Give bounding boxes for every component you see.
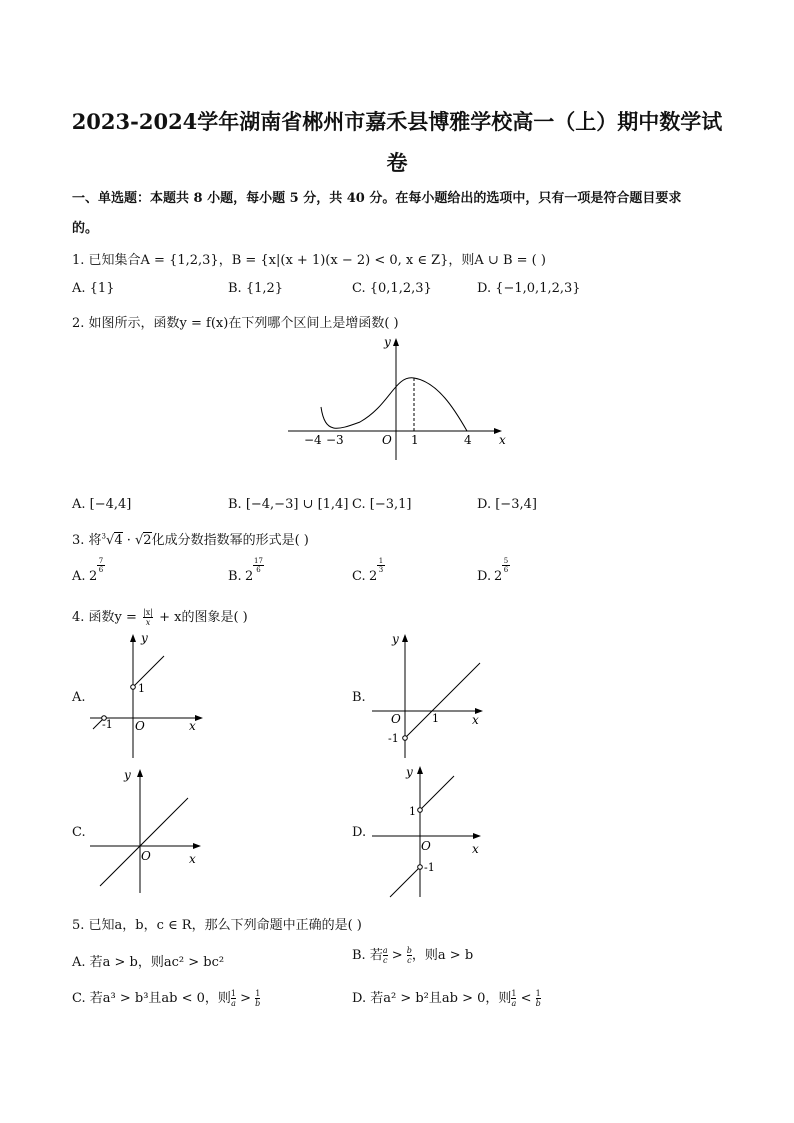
q1-option-b: B. {1,2}	[228, 281, 284, 296]
q4a-open-point	[131, 685, 136, 690]
q3-root-index: 3	[101, 532, 107, 541]
q4d-open-point	[418, 865, 423, 870]
section-heading-cont: 的。	[72, 221, 99, 236]
q4c-x-label: x	[189, 852, 196, 866]
q4d-open-point	[418, 808, 423, 813]
q3-radical: √	[106, 533, 115, 548]
q4d-mark: -1	[424, 861, 435, 874]
q4d-mark: 1	[409, 805, 416, 818]
q4a-mark: -1	[102, 718, 113, 731]
q2-y-arrow	[393, 338, 399, 346]
q3-sqrt: √	[135, 533, 144, 548]
q4a-x-arrow	[195, 715, 203, 721]
q5-option-a: A. 若a > b，则ac² > bc²	[72, 955, 225, 970]
q2-option-c: C. [−3,1]	[352, 497, 412, 512]
q2-option-d: D. [−3,4]	[477, 497, 537, 512]
q4-prefix: 4. 函数y =	[72, 610, 137, 625]
q2-origin-label: O	[382, 433, 392, 447]
q2-curve	[321, 378, 467, 431]
q1-option-d: D. {−1,0,1,2,3}	[477, 281, 581, 296]
q4-graph-c-label: C.	[72, 825, 86, 840]
question-4-text	[72, 606, 248, 627]
q3-sqrt-arg: 2	[143, 533, 152, 548]
q4b-line	[405, 663, 480, 738]
q4-graph-a-label: A.	[72, 690, 86, 705]
q5-option-d: D. 若a² > b²且ab > 0，则 $\frac{1}{a}$ < $\frac{1}{b}$	[352, 989, 541, 1008]
q4c-line	[100, 798, 188, 886]
q2-x-label: x	[499, 433, 506, 447]
question-3-text	[72, 529, 309, 548]
q4a-mark: 1	[138, 682, 145, 695]
q2-option-b: B. [−4,−3] ∪ [1,4]	[228, 497, 349, 512]
q4d-origin-label: O	[421, 839, 431, 853]
q4-graph-b-label: B.	[352, 690, 366, 705]
q4c-x-arrow	[193, 843, 201, 849]
question-2-text: 2. 如图所示，函数y = f(x)在下列哪个区间上是增函数( )	[72, 316, 399, 331]
q4-graph-a	[88, 630, 208, 760]
q4-graph-d	[370, 762, 490, 902]
q2-y-label: y	[384, 335, 391, 349]
q4a-x-label: x	[189, 719, 196, 733]
q4-suffix: + x的图象是( )	[159, 610, 248, 625]
q4b-origin-label: O	[391, 712, 401, 726]
q4d-y-arrow	[417, 766, 423, 774]
q4-fraction: $\frac{|x|}{x}$	[143, 608, 153, 627]
q4d-y-label: y	[406, 765, 413, 779]
q4d-x-label: x	[472, 842, 479, 856]
q4b-mark: 1	[432, 712, 439, 725]
q3-root-arg: 4	[114, 533, 123, 548]
q4-graph-d-label: D.	[352, 825, 367, 840]
section-heading: 一、单选题：本题共 8 小题，每小题 5 分，共 40 分。在每小题给出的选项中，只有一项是符合题目要求	[72, 191, 682, 206]
q3-suffix: 化成分数指数幂的形式是( )	[151, 533, 309, 548]
q5-option-b: B. 若 $\frac{a}{c}$ > $\frac{b}{c}$ ，则a > b	[352, 946, 474, 965]
q2-tick-label: −4	[304, 433, 322, 447]
q4a-origin-label: O	[135, 719, 145, 733]
q4b-y-label: y	[392, 632, 399, 646]
q1-option-a: A. {1}	[72, 281, 115, 296]
q3-dot: ·	[122, 533, 135, 548]
q4a-y-arrow	[130, 634, 136, 642]
question-1-text: 1. 已知集合A = {1,2,3}，B = {x|(x + 1)(x − 2) < 0, x ∈ Z}，则A ∪ B = ( )	[72, 253, 546, 268]
q4b-y-arrow	[402, 634, 408, 642]
q4b-mark: -1	[388, 732, 399, 745]
q4c-y-label: y	[124, 768, 131, 782]
q4c-origin-label: O	[141, 849, 151, 863]
q5-option-c: C. 若a³ > b³且ab < 0，则 $\frac{1}{a}$ > $\frac{1}{b}$	[72, 989, 261, 1008]
q4-graph-b	[370, 630, 490, 760]
q4d-left-line	[390, 867, 420, 897]
q2-function-graph	[280, 330, 520, 465]
q4d-x-arrow	[473, 833, 481, 839]
q4b-x-label: x	[472, 713, 479, 727]
q4a-y-label: y	[141, 631, 148, 645]
q4b-open-point	[403, 736, 408, 741]
q2-tick-label: −3	[326, 433, 344, 447]
q4d-right-line	[420, 776, 454, 810]
q2-tick-label: 1	[411, 433, 419, 447]
q2-tick-label: 4	[464, 433, 472, 447]
q4-graph-c	[88, 765, 208, 895]
q4c-y-arrow	[137, 769, 143, 777]
q3-prefix: 3. 将	[72, 533, 102, 548]
page-title-line2: 卷	[386, 150, 408, 175]
page-title-line1: 2023-2024学年湖南省郴州市嘉禾县博雅学校高一（上）期中数学试	[71, 109, 723, 134]
q1-option-c: C. {0,1,2,3}	[352, 281, 432, 296]
question-5-text: 5. 已知a，b，c ∈ R，那么下列命题中正确的是( )	[72, 918, 362, 933]
q2-option-a: A. [−4,4]	[72, 497, 132, 512]
